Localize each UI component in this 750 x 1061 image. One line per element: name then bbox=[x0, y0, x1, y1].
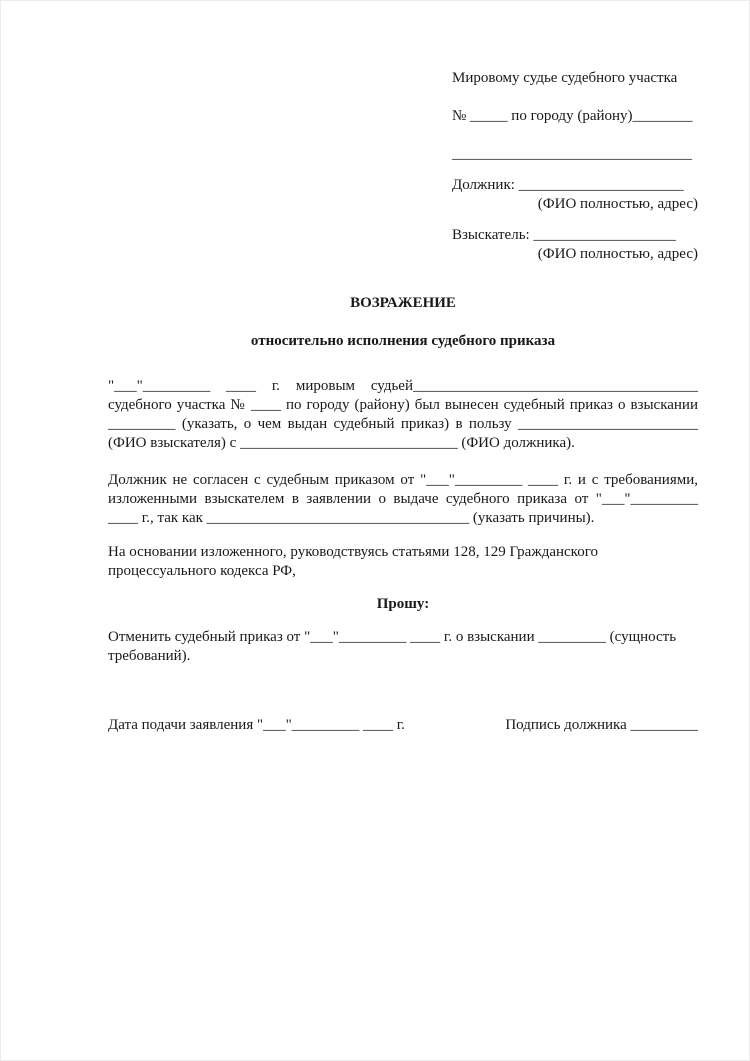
document-title: ВОЗРАЖЕНИЕ bbox=[350, 295, 456, 311]
filing-date-line: Дата подачи заявления "___"_________ ____ г. bbox=[108, 717, 405, 733]
paragraph-order-issued: "___"_________ ____ г. мировым судьей______________________________________ судебного участка № ____ по городу (району) был вынесен судебный приказ о взыскании _________ (указать, о чем выдан судебный приказ) в пользу ________________________ (ФИО взыскателя) с _____________________________ (ФИО должника). bbox=[108, 378, 698, 451]
objection-document bbox=[108, 69, 698, 735]
paragraph-request: Отменить судебный приказ от "___"_________ ____ г. о взыскании _________ (сущность требований). bbox=[108, 629, 677, 664]
debtor-line: Должник: ______________________ bbox=[452, 177, 684, 193]
court-blank-line: ________________________________ bbox=[452, 146, 692, 162]
paragraph-disagreement: Должник не согласен с судебным приказом от "___"_________ ____ г. и с требованиями, изложенными взыскателем в заявлении о выдаче судебного приказа от "___"_________ ____ г., так как ___________________________________ (указать причины). bbox=[108, 472, 698, 526]
debtor-signature-line: Подпись должника _________ bbox=[505, 717, 698, 733]
document-subtitle: относительно исполнения судебного приказа bbox=[250, 333, 556, 349]
footer-row bbox=[108, 716, 698, 735]
claimant-line: Взыскатель: ___________________ bbox=[452, 227, 676, 243]
paragraph-legal-basis: На основании изложенного, руководствуясь статьями 128, 129 Гражданского процессуального кодекса РФ, bbox=[108, 544, 598, 579]
claimant-note: (ФИО полностью, адрес) bbox=[537, 246, 698, 262]
court-name-line: Мировому судье судебного участка bbox=[452, 70, 678, 86]
request-heading: Прошу: bbox=[376, 596, 430, 612]
court-number-line: № _____ по городу (району)________ bbox=[452, 108, 693, 124]
debtor-note: (ФИО полностью, адрес) bbox=[537, 196, 698, 212]
court-header-block bbox=[452, 69, 698, 264]
